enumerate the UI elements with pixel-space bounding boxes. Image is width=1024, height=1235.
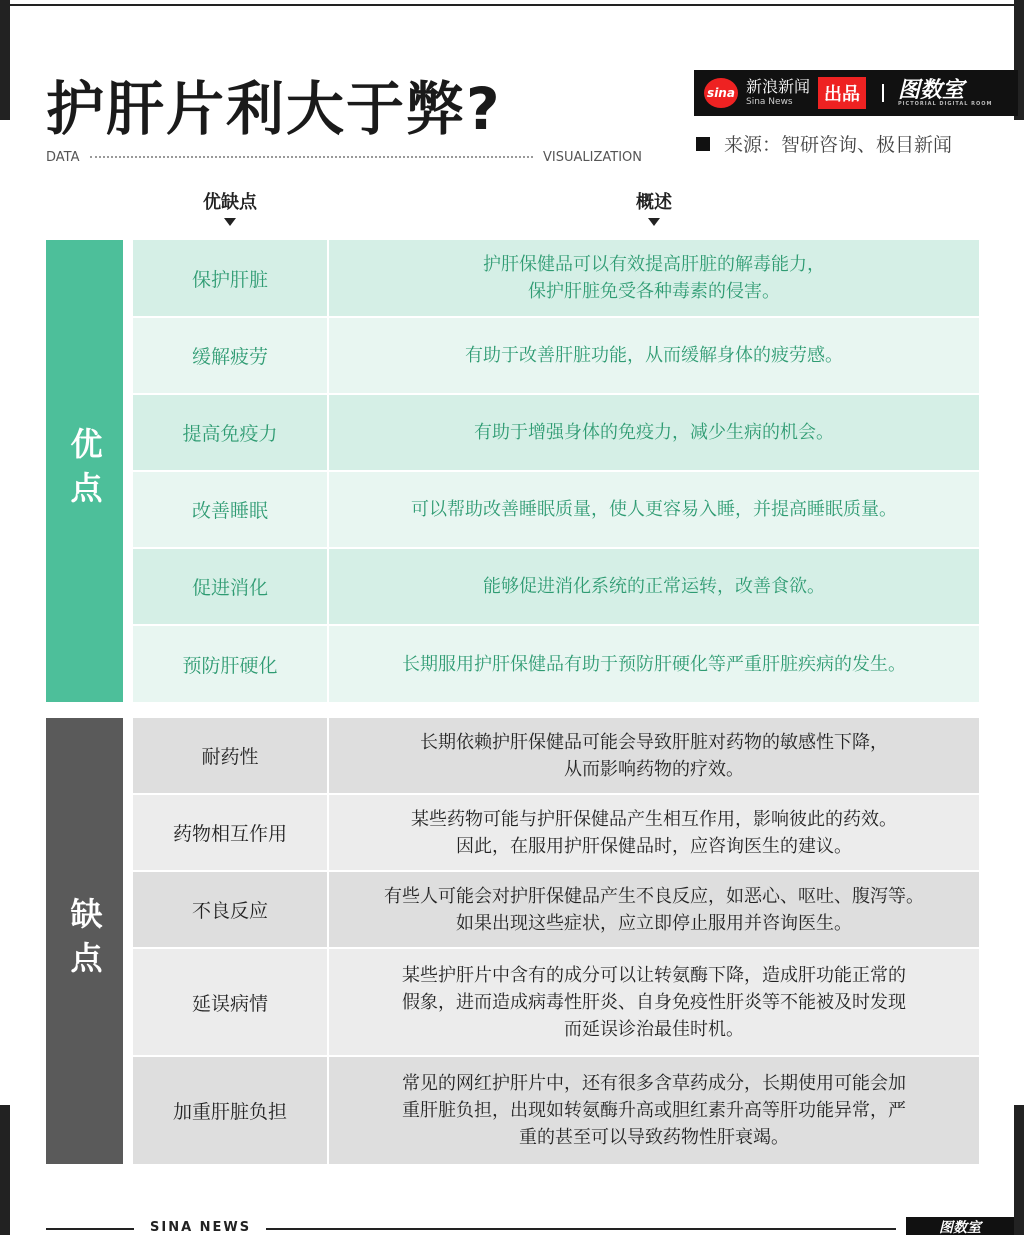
row-name: 不良反应 [133,872,327,947]
column-header-overview [329,188,979,226]
row-name: 药物相互作用 [133,795,327,870]
brand-banner [694,70,1018,116]
square-bullet-icon [696,137,710,151]
tushi-logo [898,77,993,107]
row-desc: 护肝保健品可以有效提高肝脏的解毒能力， 保护肝脏免受各种毒素的侵害。 [329,240,979,316]
sina-logo-icon: sina [704,78,738,108]
footer-rule-left [46,1228,134,1230]
table-row [133,626,979,702]
row-name: 提高免疫力 [133,395,327,470]
row-desc: 有助于改善肝脏功能，从而缓解身体的疲劳感。 [329,318,979,393]
triangle-down-icon [648,218,660,226]
footer-logo: 图数室 [906,1217,1014,1235]
frame-corner-top-left [0,0,10,120]
row-desc: 常见的网红护肝片中，还有很多含草药成分，长期使用可能会加 重肝脏负担，出现如转氨酶升高或胆红素升高等肝功能异常，严 重的甚至可以导致药物性肝衰竭。 [329,1057,979,1164]
row-name: 耐药性 [133,718,327,793]
data-label: DATA [46,149,80,165]
frame-corner-bottom-left [0,1105,10,1235]
source-line [696,130,952,157]
table-row [133,795,979,870]
row-name: 保护肝脏 [133,240,327,316]
sina-brand-text [746,79,810,107]
table-row [133,240,979,316]
column-header-pros-cons [133,188,327,226]
table-row [133,395,979,470]
tushi-subtitle: PICTORIAL DIGITAL ROOM [898,100,993,107]
row-desc: 有助于增强身体的免疫力，减少生病的机会。 [329,395,979,470]
table-row [133,949,979,1055]
table-row [133,318,979,393]
table-row [133,1057,979,1164]
pros-group-label: 优点 [46,240,123,702]
frame-top-line [8,4,1016,6]
column-header-label: 概述 [636,192,672,213]
triangle-down-icon [224,218,236,226]
chupin-badge: 出品 [818,77,866,109]
row-desc: 某些护肝片中含有的成分可以让转氨酶下降，造成肝功能正常的 假象，进而造成病毒性肝炎、自身免疫性肝炎等不能被及时发现 而延误诊治最佳时机。 [329,949,979,1055]
row-desc: 长期依赖护肝保健品可能会导致肝脏对药物的敏感性下降， 从而影响药物的疗效。 [329,718,979,793]
dotted-divider [90,156,534,158]
row-desc: 长期服用护肝保健品有助于预防肝硬化等严重肝脏疾病的发生。 [329,626,979,702]
sina-en-name: Sina News [746,97,793,107]
table-row [133,549,979,624]
row-desc: 有些人可能会对护肝保健品产生不良反应，如恶心、呕吐、腹泻等。 如果出现这些症状，应立即停止服用并咨询医生。 [329,872,979,947]
table-row [133,472,979,547]
frame-corner-bottom-right [1014,1105,1024,1235]
row-name: 预防肝硬化 [133,626,327,702]
source-text: 来源：智研咨询、极目新闻 [724,134,953,156]
footer-text: SINA NEWS [150,1220,252,1235]
row-desc: 能够促进消化系统的正常运转，改善食欲。 [329,549,979,624]
row-name: 延误病情 [133,949,327,1055]
data-visualization-rule [46,148,642,166]
column-header-label: 优缺点 [203,192,257,213]
visualization-label: VISUALIZATION [543,149,642,165]
table-row [133,718,979,793]
brand-separator [882,84,884,102]
row-desc: 可以帮助改善睡眠质量，使人更容易入睡，并提高睡眠质量。 [329,472,979,547]
sina-cn-name: 新浪新闻 [746,77,811,96]
row-name: 促进消化 [133,549,327,624]
row-name: 改善睡眠 [133,472,327,547]
cons-group-label: 缺点 [46,718,123,1164]
tushi-name: 图数室 [898,77,965,103]
row-name: 加重肝脏负担 [133,1057,327,1164]
row-desc: 某些药物可能与护肝保健品产生相互作用，影响彼此的药效。 因此，在服用护肝保健品时，应咨询医生的建议。 [329,795,979,870]
footer-rule-right [266,1228,896,1230]
row-name: 缓解疲劳 [133,318,327,393]
page-title: 护肝片利大于弊? [46,75,502,143]
table-row [133,872,979,947]
